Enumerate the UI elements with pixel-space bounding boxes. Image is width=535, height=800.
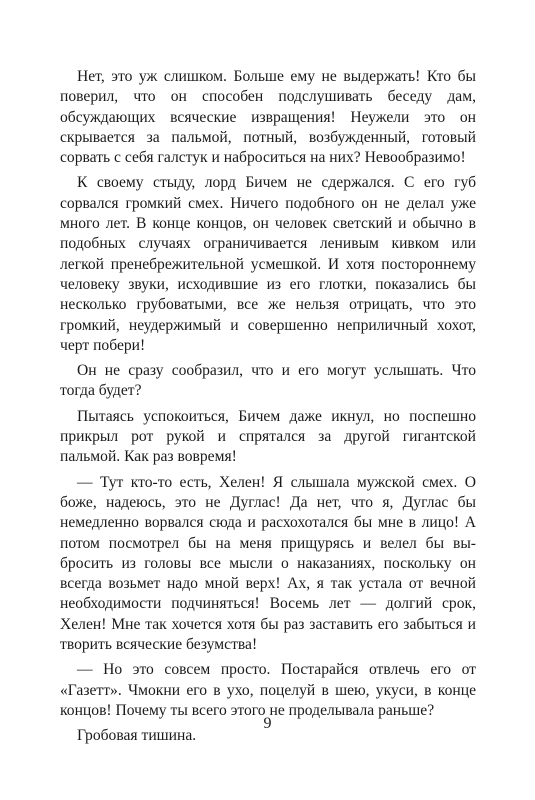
paragraph: Он не сразу сообразил, что и его могут услышать. Что тогда будет? xyxy=(60,362,476,400)
paragraph: — Тут кто-то есть, Хелен! Я слышала мужской смех. О боже, надеюсь, это не Дуглас! Да нет, что я, Дуглас бы немедленно ворвался сюда и расхохотался бы мне в лицо! А потом посмотрел бы на меня прищурясь и велел бы выбросить из головы все мысли о наказаниях, поскольку он всегда возьмет надо мной верх! Ах, я так устала от вечной необходимости подчиняться! Восемь лет — долгий срок, Хелен! Мне так хочется хотя бы раз заставить его забыться и творить всяческие безумства! xyxy=(60,473,476,654)
text-block xyxy=(60,67,476,747)
page-number: 9 xyxy=(263,715,272,732)
paragraph: К своему стыду, лорд Бичем не сдержался. С его губ сорвался громкий смех. Ничего подобного он не делал уже много лет. В конце концов, он человек светский и обычно в подобных случаях ограничивается ленивым кивком или легкой пренебрежительной усмешкой. И хотя постороннему человеку звуки, исходившие из его глотки, показались бы несколько грубоватыми, все же нельзя отрицать, что это громкий, неудержимый и совершенно неприличный хохот, черт побери! xyxy=(60,174,476,354)
page-body xyxy=(60,67,476,752)
paragraph: — Но это совсем просто. Постарайся отвлечь его от «Газетт». Чмокни его в ухо, поцелуй в шею, укуси, в конце концов! Почему ты всего этого не проделывала раньше? xyxy=(60,661,476,719)
paragraph: Гробовая тишина. xyxy=(77,727,197,745)
paragraph: Нет, это уж слишком. Больше ему не выдержать! Кто бы поверил, что он способен подслушивать беседу дам, обсуждающих всяческие извращения! Неужели это он скрывается за пальмой, потный, возбужденный, готовый сорвать с себя галстук и наброситься на них? Невообразимо! xyxy=(60,68,476,167)
paragraph: Пытаясь успокоиться, Бичем даже икнул, но поспешно прикрыл рот рукой и спрятался за другой гигантской пальмой. Как раз вовремя! xyxy=(60,407,476,466)
